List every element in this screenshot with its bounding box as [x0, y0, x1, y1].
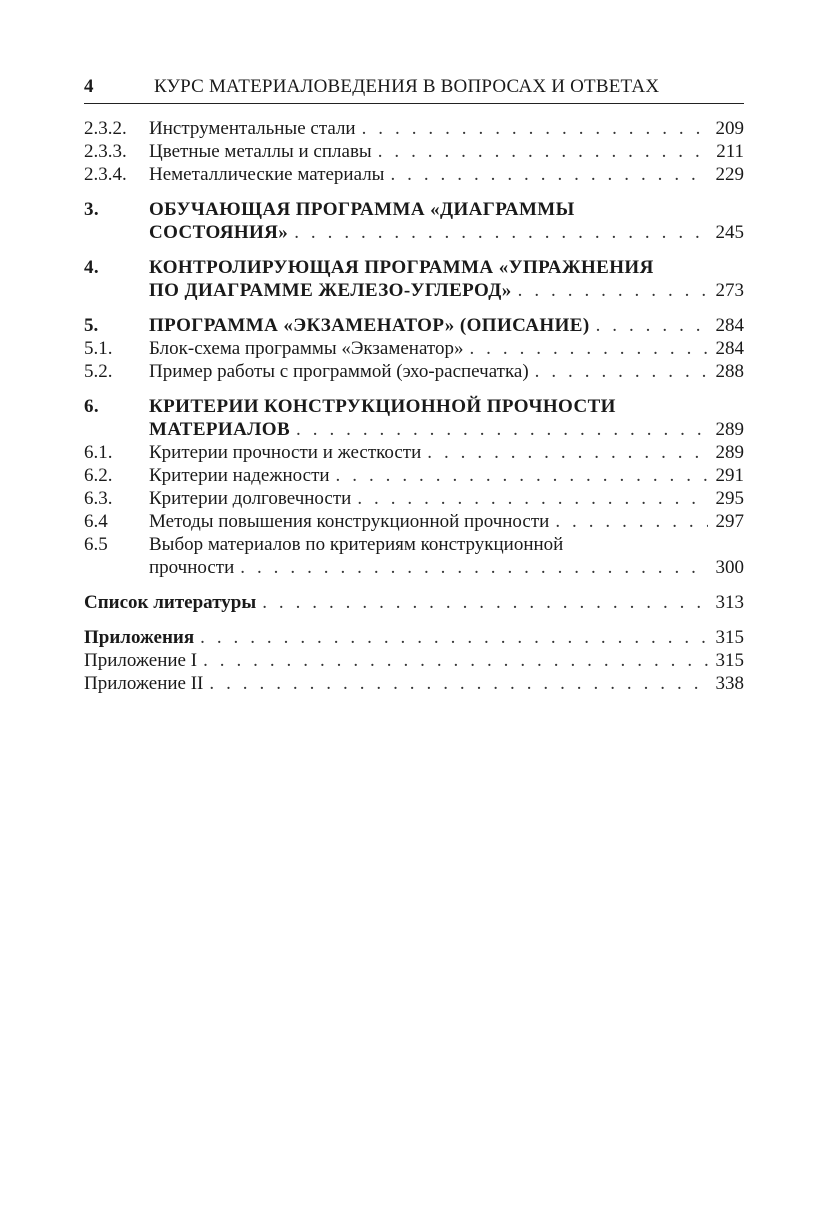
toc-entry-title: ОБУЧАЮЩАЯ ПРОГРАММА «ДИАГРАММЫ: [149, 199, 575, 220]
toc-entry-number: 2.3.2.: [84, 118, 127, 139]
toc-entry-title: Инструментальные стали: [149, 118, 356, 139]
dot-leader: [362, 117, 708, 140]
toc-entry-page: 297: [715, 511, 744, 532]
toc-entry-page: 209: [715, 118, 744, 139]
book-page: [84, 76, 744, 695]
toc-entry-title: Выбор материалов по критериям конструкционной: [149, 534, 564, 555]
toc-entry[interactable]: [84, 163, 744, 186]
page-header: [84, 76, 744, 104]
toc-entry-page: 315: [715, 627, 744, 648]
toc-entry-title: Приложения: [84, 627, 195, 648]
dot-leader: [203, 649, 708, 672]
page-number: 4: [84, 76, 94, 97]
toc-entry-title-continued: прочности: [149, 557, 235, 578]
dot-leader: [296, 418, 708, 441]
toc-entry-title: Критерии надежности: [149, 465, 330, 486]
toc-entry-continuation[interactable]: [84, 418, 744, 441]
toc-entry-number: 5.1.: [84, 338, 113, 359]
toc-entry-page: 291: [715, 465, 744, 486]
toc-entry-title: Цветные металлы и сплавы: [149, 141, 372, 162]
table-of-contents: [84, 117, 744, 695]
toc-entry-title: Критерии прочности и жесткости: [149, 442, 422, 463]
toc-entry-page: 295: [715, 488, 744, 509]
toc-entry[interactable]: [84, 117, 744, 140]
dot-leader: [555, 510, 708, 533]
toc-entry-title-continued: СОСТОЯНИЯ»: [149, 222, 289, 243]
toc-entry-title: КРИТЕРИИ КОНСТРУКЦИОННОЙ ПРОЧНОСТИ: [149, 396, 616, 417]
toc-entry[interactable]: [84, 337, 744, 360]
toc-entry[interactable]: [84, 533, 744, 556]
dot-leader: [294, 221, 708, 244]
toc-entry-title: Список литературы: [84, 592, 257, 613]
toc-entry-title: Неметаллические материалы: [149, 164, 385, 185]
toc-entry-appendices[interactable]: [84, 626, 744, 649]
toc-entry-appendix[interactable]: [84, 672, 744, 695]
toc-entry-title: Пример работы с программой (эхо-распечатка): [149, 361, 529, 382]
dot-leader: [357, 487, 708, 510]
toc-entry-title: Методы повышения конструкционной прочности: [149, 511, 550, 532]
dot-leader: [390, 163, 708, 186]
toc-entry-number: 6.5: [84, 534, 108, 555]
toc-entry-page: 300: [715, 557, 744, 578]
toc-entry-title: Блок-схема программы «Экзаменатор»: [149, 338, 464, 359]
toc-entry-number: 6.2.: [84, 465, 113, 486]
toc-chapter-heading[interactable]: [84, 395, 744, 418]
toc-entry[interactable]: [84, 487, 744, 510]
dot-leader: [596, 314, 708, 337]
toc-entry-page: 211: [716, 141, 744, 162]
toc-entry[interactable]: [84, 464, 744, 487]
toc-entry-continuation[interactable]: [84, 279, 744, 302]
dot-leader: [518, 279, 708, 302]
toc-entry-page: 289: [715, 442, 744, 463]
toc-entry-number: 5.: [84, 315, 99, 336]
toc-entry[interactable]: [84, 510, 744, 533]
toc-entry-page: 284: [715, 338, 744, 359]
dot-leader: [262, 591, 708, 614]
toc-entry-page: 315: [715, 650, 744, 671]
toc-entry-continuation[interactable]: [84, 556, 744, 579]
toc-entry-continuation[interactable]: [84, 221, 744, 244]
toc-entry-page: 289: [715, 419, 744, 440]
toc-entry-title: Приложение II: [84, 673, 204, 694]
running-title: КУРС МАТЕРИАЛОВЕДЕНИЯ В ВОПРОСАХ И ОТВЕТАХ: [154, 76, 660, 97]
dot-leader: [427, 441, 708, 464]
toc-entry[interactable]: [84, 360, 744, 383]
toc-entry-page: 288: [715, 361, 744, 382]
toc-entry[interactable]: [84, 441, 744, 464]
toc-entry-number: 6.: [84, 396, 100, 417]
toc-chapter-heading[interactable]: [84, 198, 744, 221]
toc-entry-number: 6.1.: [84, 442, 113, 463]
dot-leader: [378, 140, 708, 163]
toc-entry[interactable]: [84, 140, 744, 163]
toc-entry-literature[interactable]: [84, 591, 744, 614]
toc-entry-number: 4.: [84, 257, 100, 278]
toc-entry-appendix[interactable]: [84, 649, 744, 672]
toc-entry-number: 6.4: [84, 511, 108, 532]
toc-entry-number: 6.3.: [84, 488, 113, 509]
toc-entry-number: 2.3.4.: [84, 164, 127, 185]
toc-entry-title: ПРОГРАММА «ЭКЗАМЕНАТОР» (ОПИСАНИЕ): [149, 315, 590, 336]
dot-leader: [240, 556, 708, 579]
dot-leader: [336, 464, 708, 487]
toc-entry-number: 5.2.: [84, 361, 113, 382]
toc-chapter-heading[interactable]: [84, 314, 744, 337]
toc-entry-title: Критерии долговечности: [149, 488, 352, 509]
dot-leader: [469, 337, 708, 360]
toc-entry-page: 245: [715, 222, 744, 243]
toc-entry-page: 284: [715, 315, 744, 336]
toc-entry-title-continued: МАТЕРИАЛОВ: [149, 419, 291, 440]
dot-leader: [209, 672, 708, 695]
dot-leader: [535, 360, 708, 383]
dot-leader: [200, 626, 708, 649]
toc-entry-number: 2.3.3.: [84, 141, 127, 162]
toc-entry-page: 273: [715, 280, 744, 301]
toc-entry-page: 338: [715, 673, 744, 694]
toc-entry-page: 313: [715, 592, 744, 613]
toc-entry-title-continued: ПО ДИАГРАММЕ ЖЕЛЕЗО-УГЛЕРОД»: [149, 280, 512, 301]
toc-entry-title: КОНТРОЛИРУЮЩАЯ ПРОГРАММА «УПРАЖНЕНИЯ: [149, 257, 654, 278]
toc-entry-title: Приложение I: [84, 650, 198, 671]
toc-chapter-heading[interactable]: [84, 256, 744, 279]
toc-entry-page: 229: [715, 164, 744, 185]
toc-entry-number: 3.: [84, 199, 100, 220]
